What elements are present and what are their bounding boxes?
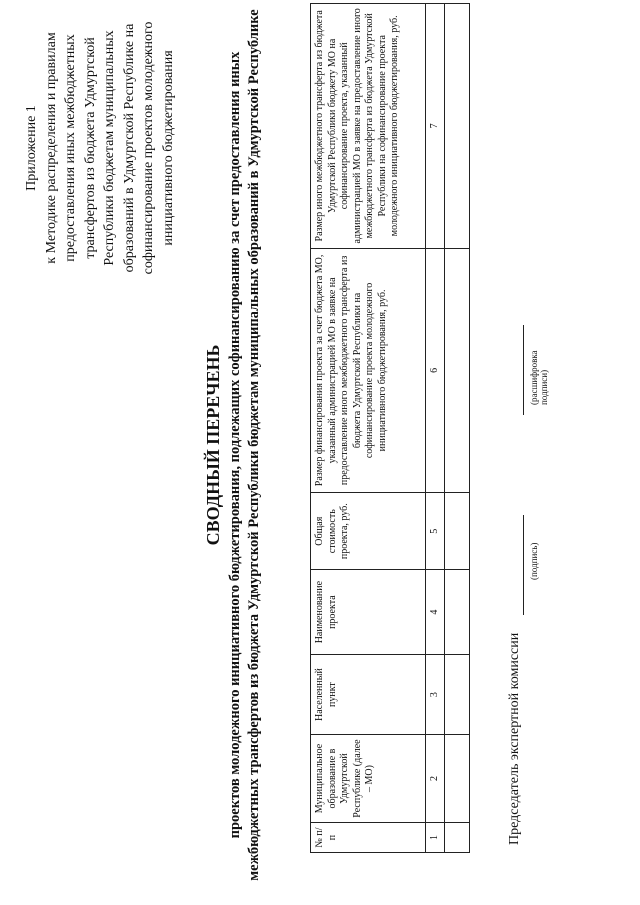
header-cell: Размер иного межбюджетного трансферта из бюджета Удмуртской Республики бюджету МО на софинансирование проекта, указанный администрацией МО в заявке на предоставление иного межбюджетного трансферта из бюджета Удмуртской Республики на софинансирование проекта молодежного инициативного бюджетирования, руб.: [311, 4, 426, 249]
column-number: 6: [426, 248, 445, 493]
signature-caption: (подпись): [529, 542, 539, 580]
appendix-text: к Методике распределения и правилам предоставления иных межбюджетных трансфертов из бюджета Удмуртской Республики бюджетам муниципальных образований в Удмуртской Республике на софинансирование проектов молодежного инициативного бюджетирования: [43, 21, 176, 275]
document-title: СВОДНЫЙ ПЕРЕЧЕНЬ: [203, 344, 223, 546]
table-cell: [445, 4, 470, 249]
summary-table: [310, 3, 470, 853]
column-number: 2: [426, 735, 445, 823]
table-header-row: [311, 4, 426, 853]
decode-line: [523, 325, 524, 415]
table-cell: [445, 655, 470, 735]
table-cell: [445, 735, 470, 823]
header-cell: Муниципальное образование в Удмуртской Республике (далее – МО): [311, 735, 426, 823]
table-cell: [445, 248, 470, 493]
header-cell: Общая стоимость проекта, руб.: [311, 493, 426, 570]
signature-block: [507, 345, 567, 845]
column-number: 5: [426, 493, 445, 570]
column-number-row: [426, 4, 445, 853]
table-cell: [445, 570, 470, 655]
column-number: 3: [426, 655, 445, 735]
column-number: 1: [426, 823, 445, 853]
header-cell: Размер финансирования проекта за счет бюджета МО, указанный администрацией МО в заявке на предоставление иного межбюджетного трансферта из бюджета Удмуртской Республики на софинансирование проекта молодежного инициативного бюджетирования, руб.: [311, 248, 426, 493]
signature-line: [523, 515, 524, 615]
appendix-note: [22, 3, 178, 293]
table-cell: [445, 493, 470, 570]
header-cell: Населенный пункт: [311, 655, 426, 735]
table-row: [445, 4, 470, 853]
chairman-label: Председатель экспертной комиссии: [507, 632, 522, 845]
appendix-number: Приложение 1: [24, 105, 39, 191]
column-number: 7: [426, 4, 445, 249]
document-subtitle: проектов молодежного инициативного бюджетирования, подлежащих софинансированию за счет предоставления иных межбюджетных трансфертов из бюджета Удмуртской Республики бюджетам муниципальных образований в Удмуртской Республике: [227, 9, 262, 881]
document-title-block: [202, 5, 264, 885]
column-number: 4: [426, 570, 445, 655]
decode-caption: (расшифровка подписи): [529, 350, 549, 405]
header-cell: Наименование проекта: [311, 570, 426, 655]
header-cell: № п/п: [311, 823, 426, 853]
table-cell: [445, 823, 470, 853]
